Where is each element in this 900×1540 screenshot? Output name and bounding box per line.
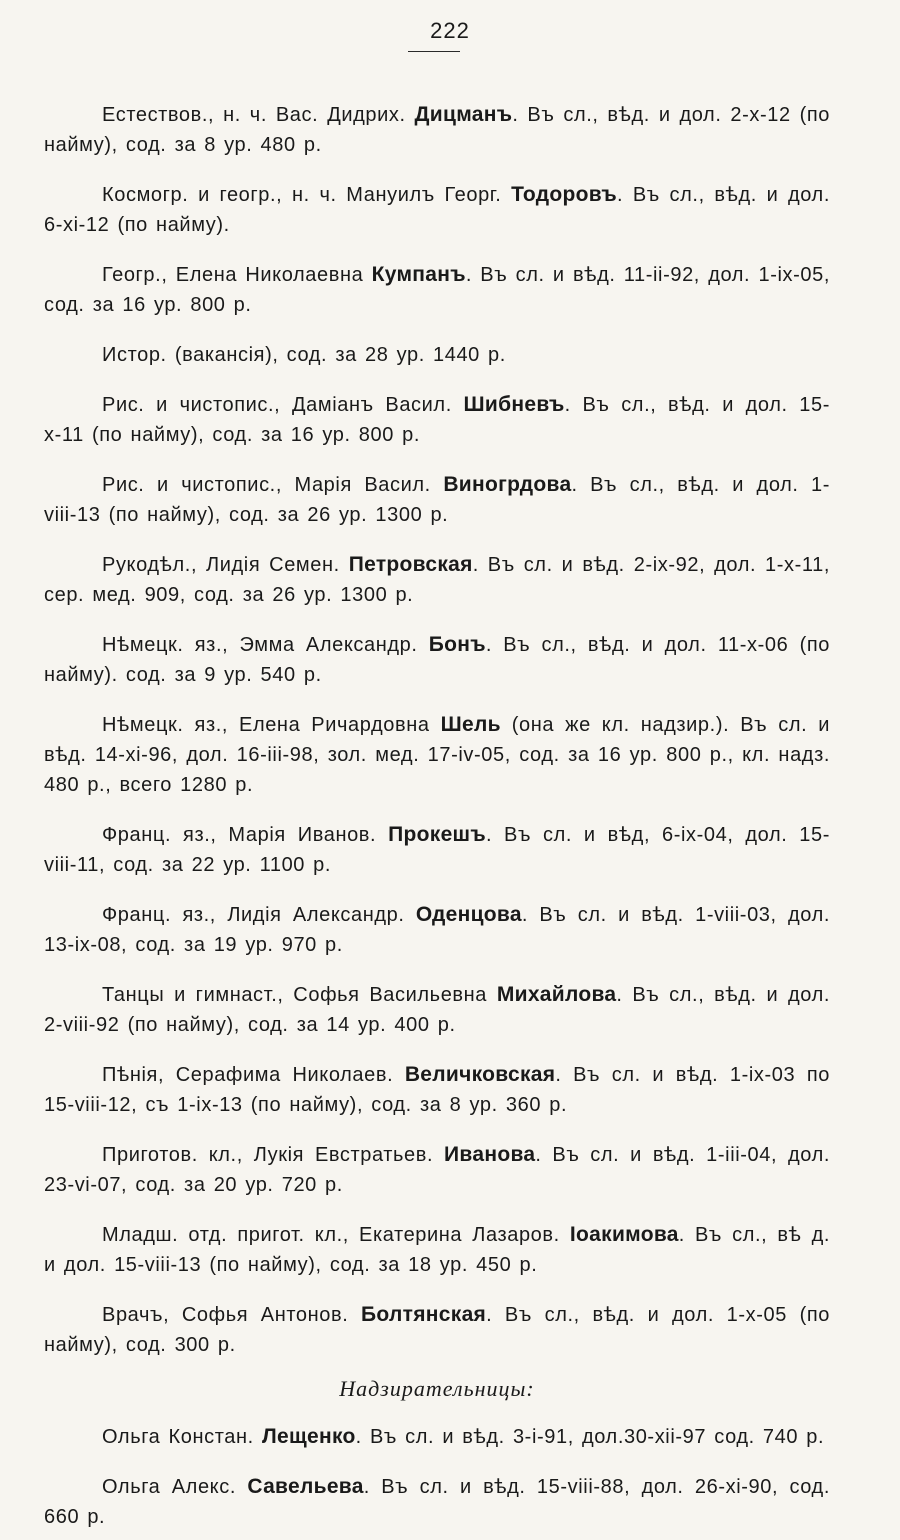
staff-surname: Прокешъ (388, 823, 486, 846)
page-number-underline (408, 51, 460, 52)
staff-surname: Болтянская (361, 1303, 487, 1326)
staff-entry: Рис. и чистопис., Даміанъ Васил. Шибневъ. Въ сл., вѣд. и дол. 15-х-11 (по найму), сод. за 16 ур. 800 р. (44, 393, 830, 446)
staff-surname: Тодоровъ (511, 183, 618, 206)
staff-entry: Младш. отд. пригот. кл., Екатерина Лазаров. Іоакимова. Въ сл., вѣ д. и дол. 15-vііі-13 (по найму), сод. за 18 ур. 450 р. (44, 1223, 831, 1276)
staff-entry: Космогр. и геогр., н. ч. Мануилъ Георг. Тодоровъ. Въ сл., вѣд. и дол. 6-хі-12 (по найму). (44, 183, 830, 236)
supervisor-surname: Савельева (247, 1475, 364, 1498)
supervisor-entry: Ольга Констан. Лещенко. Въ сл. и вѣд. 3-і-91, дол.30-хіі-97 сод. 740 р. (102, 1425, 825, 1448)
staff-entry: Франц. яз., Марія Иванов. Прокешъ. Въ сл. и вѣд, 6-іх-04, дол. 15-vііі-11, сод. за 22 ур. 1100 р. (44, 823, 830, 876)
supervisor-entry: Ольга Алекс. Савельева. Въ сл. и вѣд. 15-vііі-88, дол. 26-хі-90, сод. 660 р. (44, 1475, 830, 1528)
staff-entry: Рис. и чистопис., Марія Васил. Виногрдова. Въ сл., вѣд. и дол. 1-vііі-13 (по найму), сод. за 26 ур. 1300 р. (44, 473, 831, 526)
staff-list (44, 80, 830, 1540)
section-heading: Надзирательницы: (339, 1376, 535, 1401)
staff-surname: Кумпанъ (371, 263, 466, 286)
staff-entry: Франц. яз., Лидія Александр. Оденцова. Въ сл. и вѣд. 1-vііі-03, дол. 13-іх-08, сод. за 19 ур. 970 р. (44, 903, 831, 956)
staff-entry: Истор. (вакансія), сод. за 28 ур. 1440 р. (102, 344, 506, 366)
staff-surname: Михайлова (496, 983, 617, 1006)
staff-surname: Виногрдова (443, 473, 572, 496)
staff-entry: Нѣмецк. яз., Елена Ричардовна Шель (она же кл. надзир.). Въ сл. и вѣд. 14-хі-96, дол. 16-ііі-98, зол. мед. 17-іv-05, сод. за 16 ур. 800 р., кл. надз. 480 р., всего 1280 р. (44, 713, 830, 796)
staff-entry: Рукодѣл., Лидія Семен. Петровская. Въ сл. и вѣд. 2-іх-92, дол. 1-х-11, сер. мед. 909, сод. за 26 ур. 1300 р. (44, 553, 831, 606)
staff-entry: Приготов. кл., Лукія Евстратьев. Иванова. Въ сл. и вѣд. 1-ііі-04, дол. 23-vі-07, сод. за 20 ур. 720 р. (44, 1143, 831, 1196)
staff-surname: Шель (440, 713, 501, 736)
staff-entry: Танцы и гимнаст., Софья Васильевна Михайлова. Въ сл., вѣд. и дол. 2-vііі-92 (по найму), сод. за 14 ур. 400 р. (44, 983, 830, 1036)
page-number: 222 (430, 18, 470, 43)
supervisor-surname: Лещенко (262, 1425, 356, 1448)
staff-entry: Нѣмецк. яз., Эмма Александр. Бонъ. Въ сл., вѣд. и дол. 11-х-06 (по найму). сод. за 9 ур. 540 р. (44, 633, 830, 686)
staff-entry: Естествов., н. ч. Вас. Дидрих. Дицманъ. Въ сл., вѣд. и дол. 2-х-12 (по найму), сод. за 8 ур. 480 р. (44, 103, 830, 156)
staff-surname: Иванова (444, 1143, 536, 1166)
staff-surname: Дицманъ (414, 103, 513, 126)
staff-surname: Оденцова (415, 903, 522, 926)
staff-surname: Бонъ (428, 633, 486, 656)
staff-surname: Величковская (404, 1063, 556, 1086)
staff-entry: Геогр., Елена Николаевна Кумпанъ. Въ сл. и вѣд. 11-іі-92, дол. 1-іх-05, сод. за 16 ур. 800 р. (44, 263, 830, 316)
staff-surname: Петровская (348, 553, 473, 576)
staff-entry: Врачъ, Софья Антонов. Болтянская. Въ сл., вѣд. и дол. 1-х-05 (по найму), сод. 300 р. (44, 1303, 830, 1356)
staff-surname: Іоакимова (569, 1223, 679, 1246)
staff-surname: Шибневъ (463, 393, 565, 416)
staff-entry: Пѣнія, Серафима Николаев. Величковская. Въ сл. и вѣд. 1-іх-03 по 15-vііі-12, съ 1-іх-13 (по найму), сод. за 8 ур. 360 р. (44, 1063, 830, 1116)
